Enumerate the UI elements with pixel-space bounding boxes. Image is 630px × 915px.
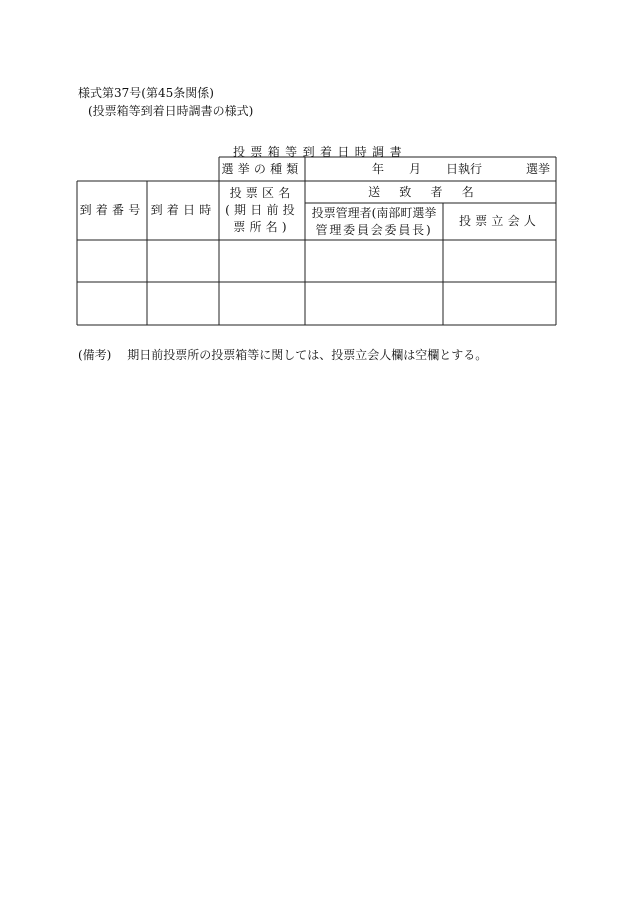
election-suffix: 選挙 [526, 161, 551, 176]
election-month: 月 [409, 161, 422, 176]
table-title: 投票箱等到着日時調書 [232, 145, 407, 159]
notes-prefix: (備考) [78, 348, 112, 362]
election-type-label: 選挙の種類 [221, 161, 303, 176]
election-year: 年 [372, 161, 385, 176]
election-day-held: 日執行 [446, 161, 483, 176]
notes [78, 346, 487, 363]
district-name-line-3: 票所名) [233, 220, 291, 234]
form-subtitle: (投票箱等到着日時調書の様式) [88, 104, 254, 118]
manager-line-2: 管理委員会委員長) [315, 222, 433, 237]
notes-text: 期日前投票所の投票箱等に関しては、投票立会人欄は空欄とする。 [127, 348, 488, 362]
manager-header [305, 203, 443, 240]
witness-header: 投票立会人 [458, 214, 540, 228]
arrival-datetime-header: 到着日時 [150, 203, 216, 217]
arrival-number-header: 到着番号 [79, 203, 145, 217]
district-name-line-2: (期日前投 [225, 203, 299, 217]
district-name-header [219, 181, 305, 240]
sender-name-header: 送致者名 [368, 184, 493, 199]
district-name-line-1: 投票区名 [229, 186, 295, 200]
manager-line-1: 投票管理者(南部町選挙 [311, 205, 437, 220]
form-label: 様式第37号(第45条関係) [78, 86, 214, 100]
